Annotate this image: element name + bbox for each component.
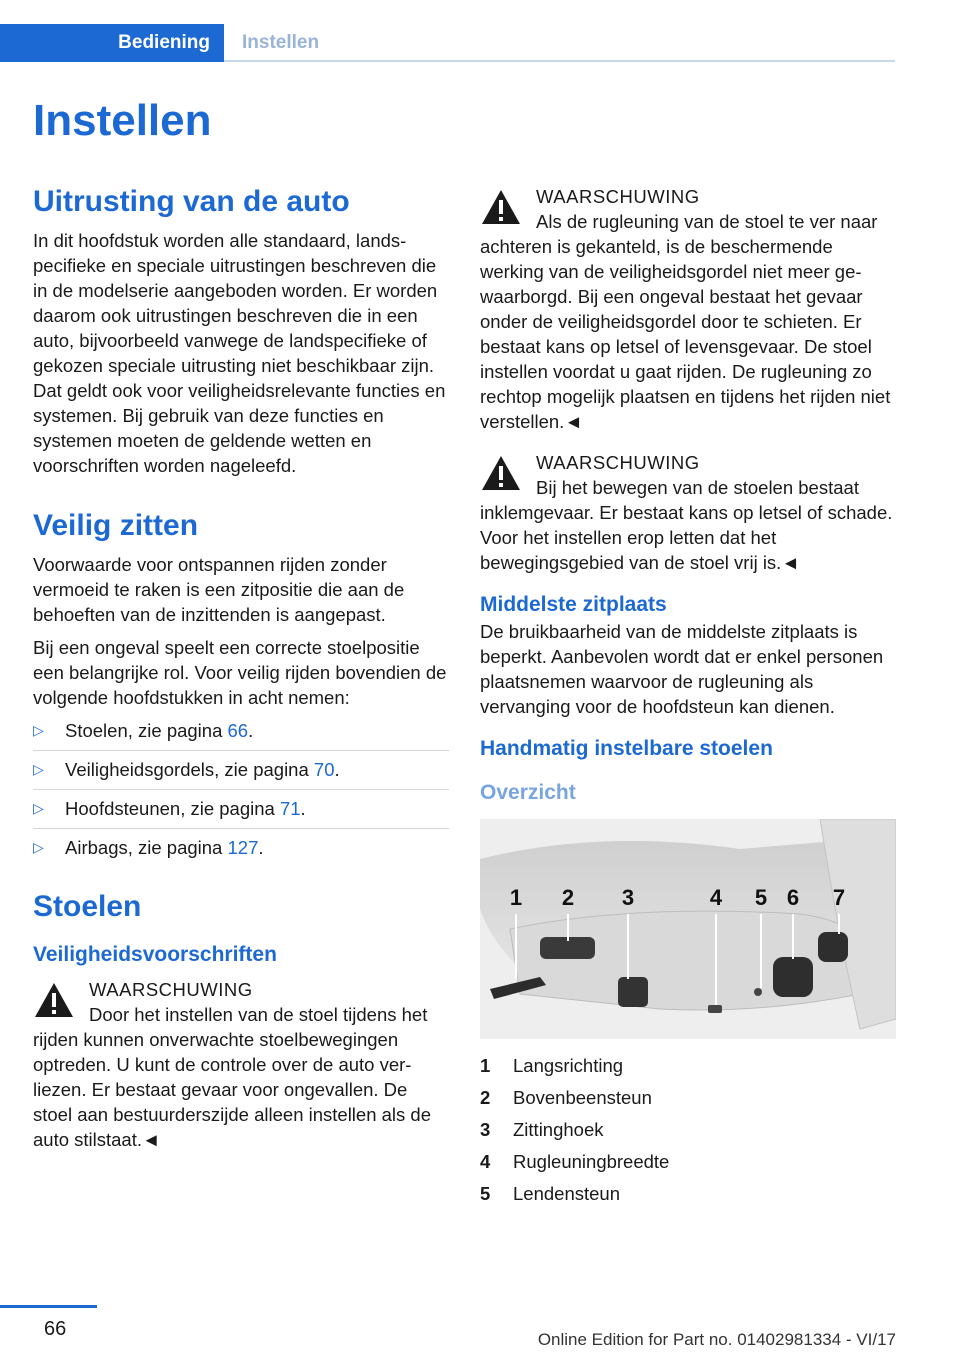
page-title: Instellen: [33, 96, 212, 145]
legend-item: 2 Bovenbeensteun: [480, 1087, 652, 1108]
warning-triangle-icon: [33, 981, 75, 1019]
seat-controls-photo: [480, 819, 896, 1039]
veilig-paragraph-2: Bij een ongeval speelt een correcte stoelpositie een belangrijke rol. Voor veilig rijden bovendien de volgende hoofdstukken in acht nemen:: [33, 637, 447, 708]
page-link[interactable]: 71: [279, 798, 301, 819]
list-item: ▷ Hoofdsteunen, zie pagina 71.: [33, 796, 449, 829]
tab-bar: [0, 24, 895, 62]
triangle-bullet-icon: ▷: [33, 722, 44, 738]
warning-text: Bij het bewegen van de stoelen bestaat inklemgevaar. Er bestaat kans op letsel of schade. Voor het instellen erop letten dat het bewegingsgebied van de stoel vrij is.◄: [480, 477, 893, 573]
middelste-text: De bruikbaarheid van de middelste zitplaats is beperkt. Aanbevolen wordt dat er enkel personen plaatsnemen waarvoor de rugleuning als vervanging voor de hoofdsteun kan dienen.: [480, 621, 884, 717]
warning-text: Door het instellen van de stoel tijdens het rijden kunnen onverwachte stoelbewegingen optreden. U kunt de controle over de auto verliezen. Er bestaat gevaar voor ongevallen. De stoel aan bestuurderszijde alleen instellen als de auto stilstaat.◄: [33, 1004, 432, 1150]
page-link[interactable]: 66: [227, 720, 249, 741]
left-column: [33, 184, 449, 1152]
tab-instellen[interactable]: Instellen: [242, 32, 320, 53]
right-column: [480, 184, 896, 1213]
legend-item: 5 Lendensteun: [480, 1183, 620, 1204]
photo-label: 6: [786, 885, 800, 910]
veilig-paragraph-1: Voorwaarde voor ontspannen rijden zonder vermoeid te raken is een zitpositie die aan de behoeften van de inzittenden is aangepast.: [33, 554, 405, 625]
legend-item: 1 Langsrichting: [480, 1055, 624, 1076]
footer-rule: [0, 1305, 97, 1308]
subheading-middelste-zitplaats: Middelste zitplaats: [480, 593, 667, 616]
list-item: ▷ Veiligheidsgordels, zie pagina 70.: [33, 757, 449, 790]
tab-underline: [224, 60, 895, 62]
warning-block: [480, 450, 896, 575]
subheading-veiligheidsvoorschriften: Veiligheidsvoorschriften: [33, 943, 277, 966]
warning-block: [33, 977, 449, 1152]
warning-title: WAARSCHUWING: [536, 186, 700, 207]
legend-list: [480, 1053, 896, 1213]
page-link[interactable]: 70: [313, 759, 335, 780]
page-number: 66: [44, 1318, 67, 1340]
subheading-overzicht: Overzicht: [480, 781, 576, 804]
photo-label: 4: [709, 885, 723, 910]
legend-item: 4 Rugleuningbreedte: [480, 1151, 670, 1172]
triangle-bullet-icon: ▷: [33, 761, 44, 777]
uitrusting-text: In dit hoofdstuk worden alle standaard, landspecifieke en speciale uitrustingen beschreven die in de modelserie aangeboden worden. Er worden daarom ook uitrustingen beschreven die in een auto, bijvoorbeeld vanwege de landspecifieke of gekozen speciale uitrusting niet beschikbaar zijn. Dat geldt ook voor veiligheidsrelevante functies en systemen. Bij gebruik van deze functies en systemen moeten de geldende wetten en voorschriften worden nageleefd.: [33, 230, 446, 476]
section-heading-uitrusting: Uitrusting van de auto: [33, 185, 350, 218]
warning-block: [480, 184, 896, 434]
warning-title: WAARSCHUWING: [89, 979, 253, 1000]
photo-label: 5: [754, 885, 768, 910]
reference-list: [33, 718, 449, 867]
legend-item: 3 Zittinghoek: [480, 1119, 604, 1140]
list-item: ▷ Stoelen, zie pagina 66.: [33, 718, 449, 751]
photo-label: 2: [561, 885, 575, 910]
photo-label: 3: [621, 885, 635, 910]
edition-note: Online Edition for Part no. 01402981334 - VI/17: [537, 1330, 896, 1349]
warning-text: Als de rugleuning van de stoel te ver naar achteren is gekanteld, is de beschermende werking van de veiligheidsgordel niet meer gewaarborgd. Bij een ongeval bestaat het gevaar onder de veiligheidsgordel door te schieten. Er bestaat kans op letsel of levensgevaar. De stoel instellen voordat u gaat rijden. De rugleuning zo rechtop mogelijk plaatsen en tijdens het rijden niet verstellen.◄: [480, 211, 891, 432]
subheading-handmatig: Handmatig instelbare stoelen: [480, 737, 773, 760]
triangle-bullet-icon: ▷: [33, 800, 44, 816]
tab-bediening[interactable]: Bediening: [0, 24, 224, 62]
photo-label: 7: [832, 885, 846, 910]
photo-label: 1: [509, 885, 523, 910]
list-item: ▷ Airbags, zie pagina 127.: [33, 837, 264, 858]
warning-title: WAARSCHUWING: [536, 452, 700, 473]
section-heading-stoelen: Stoelen: [33, 890, 142, 923]
section-heading-veilig-zitten: Veilig zitten: [33, 509, 199, 542]
warning-triangle-icon: [480, 188, 522, 226]
triangle-bullet-icon: ▷: [33, 839, 44, 855]
warning-triangle-icon: [480, 454, 522, 492]
page-link[interactable]: 127: [227, 837, 259, 858]
